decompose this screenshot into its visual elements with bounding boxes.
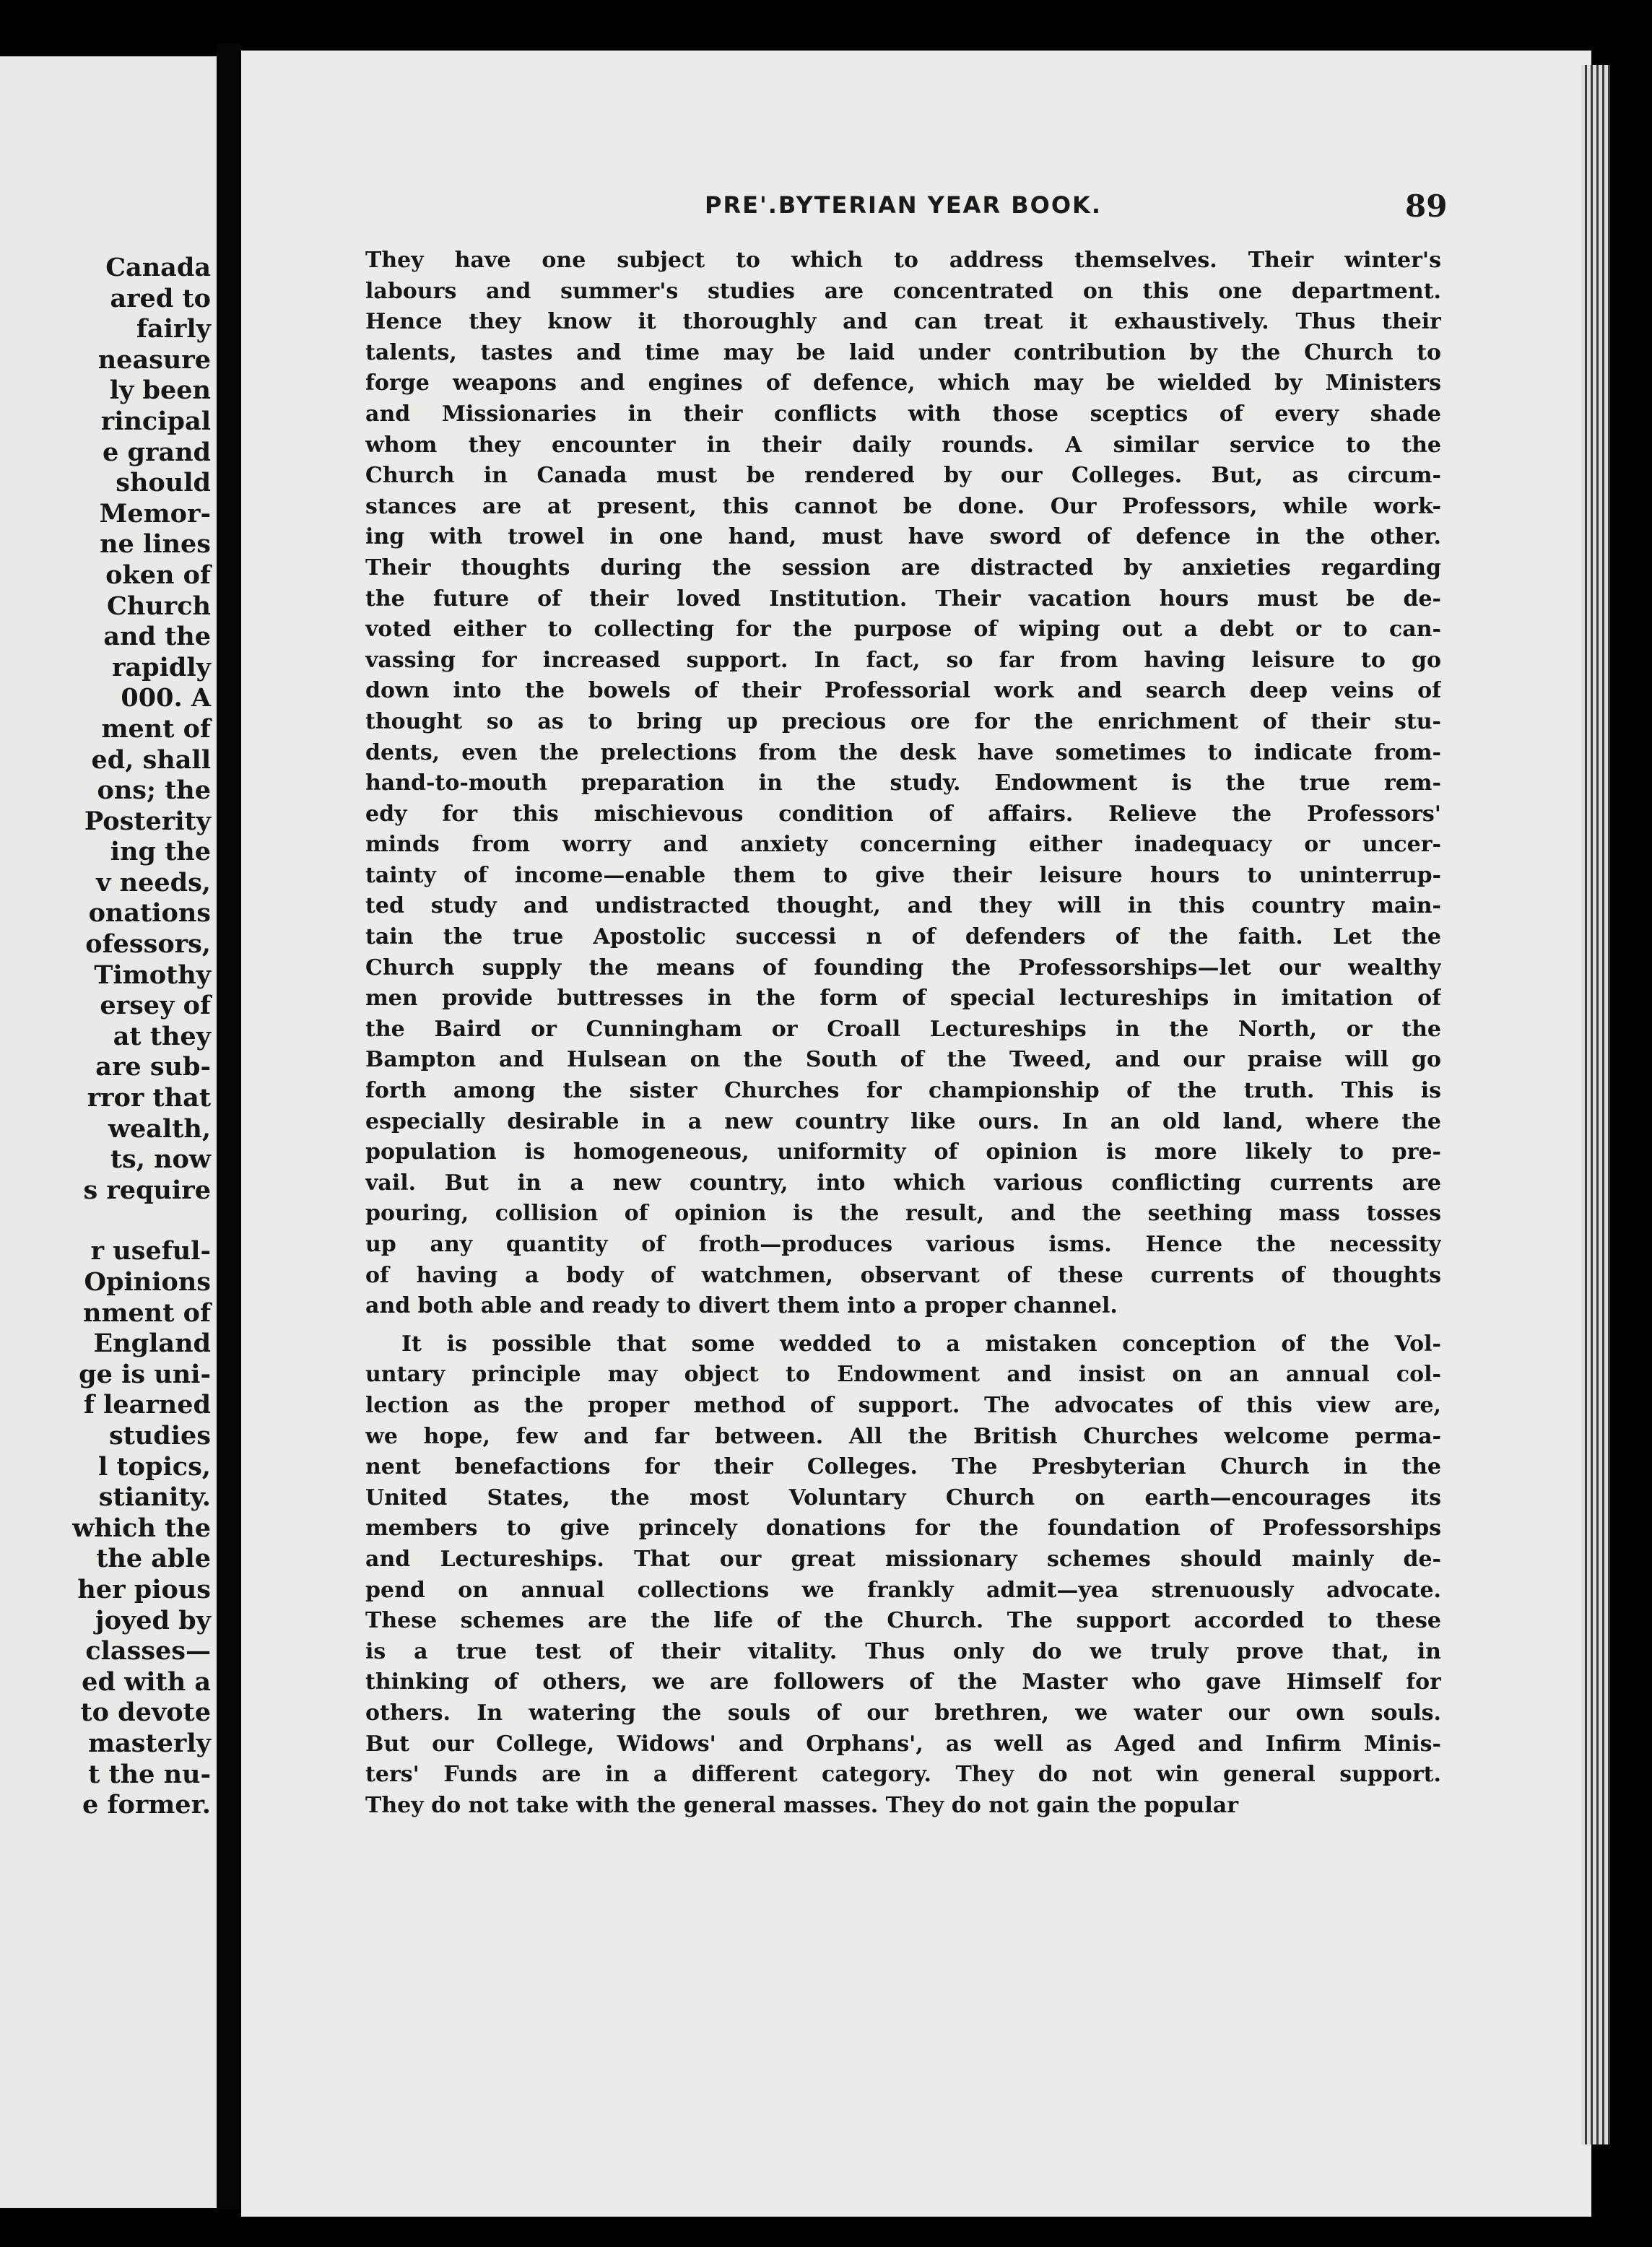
left-page-line: Posterity <box>84 806 211 836</box>
left-page-line: joyed by <box>95 1605 211 1635</box>
text-line: tainty of income—enable them to give their leisure hours to uninterrup- <box>365 862 1441 888</box>
left-page-line: ing the <box>110 837 211 867</box>
left-page-line: Timothy <box>94 960 211 990</box>
text-line: the Baird or Cunningham or Croall Lectureships in the North, or the <box>365 1016 1441 1042</box>
text-line: and both able and ready to divert them into a proper channel. <box>365 1293 1118 1319</box>
left-page-line: ly been <box>109 375 211 406</box>
text-line: Church supply the means of founding the Professorships—let our wealthy <box>365 955 1441 981</box>
left-page-line: Canada <box>105 253 211 282</box>
left-page-line: masterly <box>88 1728 211 1758</box>
left-page-line: t the nu- <box>88 1759 211 1789</box>
text-line: and Lectureships. That our great missionary schemes should mainly de- <box>365 1546 1441 1572</box>
left-page-line: to devote <box>80 1698 211 1728</box>
left-page-line: l topics, <box>98 1451 211 1482</box>
text-line: population is homogeneous, uniformity of opinion is more likely to pre- <box>365 1139 1441 1165</box>
text-line: labours and summer's studies are concentrated on this one department. <box>365 278 1441 304</box>
text-line: United States, the most Voluntary Church on earth—encourages its <box>365 1485 1441 1511</box>
left-page-fragment <box>0 56 217 2208</box>
left-page-line: and the <box>103 622 211 652</box>
left-page-line: the able <box>96 1544 211 1574</box>
text-line: whom they encounter in their daily rounds. A similar service to the <box>365 432 1441 458</box>
text-line: hand-to-mouth preparation in the study. Endowment is the true rem- <box>365 770 1441 796</box>
text-line: It is possible that some wedded to a mistaken conception of the Vol- <box>401 1331 1441 1357</box>
text-line: especially desirable in a new country like ours. In an old land, where the <box>365 1108 1441 1134</box>
text-line: the future of their loved Institution. Their vacation hours must be de- <box>365 586 1441 612</box>
page-number: 89 <box>1405 188 1448 224</box>
page-edges <box>1581 65 1610 2144</box>
text-line: is a true test of their vitality. Thus only do we truly prove that, in <box>365 1638 1441 1664</box>
left-page-line: e grand <box>103 437 211 467</box>
text-line: vail. But in a new country, into which various conflicting currents are <box>365 1170 1441 1196</box>
paragraph <box>365 1329 1441 1822</box>
text-line: ters' Funds are in a different category. They do not win general support. <box>365 1762 1441 1788</box>
text-line: nent benefactions for their Colleges. The Presbyterian Church in the <box>365 1454 1441 1480</box>
text-line: pend on annual collections we frankly admit—yea strenuously advocate. <box>365 1577 1441 1603</box>
left-page-line: f learned <box>83 1390 211 1420</box>
text-line: thought so as to bring up precious ore for the enrichment of their stu- <box>365 708 1441 734</box>
text-line: members to give princely donations for the foundation of Professorships <box>365 1516 1441 1542</box>
text-line: They have one subject to which to address themselves. Their winter's <box>365 248 1441 273</box>
left-page-line: nment of <box>83 1298 211 1328</box>
left-page-line: should <box>116 468 211 498</box>
left-page-line: rror that <box>87 1083 211 1113</box>
left-page-line: ment of <box>101 713 211 744</box>
left-page-line: are sub- <box>95 1052 211 1082</box>
text-line: They do not take with the general masses. They do not gain the popular <box>365 1792 1239 1818</box>
text-line: of having a body of watchmen, observant of these currents of thoughts <box>365 1262 1441 1288</box>
left-page-line: ersey of <box>100 991 211 1021</box>
text-line: we hope, few and far between. All the British Churches welcome perma- <box>365 1423 1441 1449</box>
left-page-text <box>72 253 211 1821</box>
left-page-line: England <box>93 1329 211 1359</box>
text-line: others. In watering the souls of our brethren, we water our own souls. <box>365 1700 1441 1726</box>
left-page-line: neasure <box>97 344 211 375</box>
text-line: down into the bowels of their Professorial work and search deep veins of <box>365 678 1441 704</box>
left-page-line: classes— <box>85 1636 211 1666</box>
text-line: ted study and undistracted thought, and they will in this country main- <box>365 893 1441 919</box>
left-page-line: ofessors, <box>85 929 211 960</box>
left-page-line: rincipal <box>100 406 211 436</box>
left-page-line: v needs, <box>96 867 211 898</box>
left-page-line: oken of <box>105 560 211 590</box>
left-page-line: Memor- <box>99 498 211 529</box>
text-line: edy for this mischievous condition of affairs. Relieve the Professors' <box>365 801 1441 827</box>
left-page-line: e former. <box>82 1790 211 1820</box>
text-line: men provide buttresses in the form of special lectureships in imitation of <box>365 986 1441 1012</box>
left-page-line: ed, shall <box>91 744 211 775</box>
body-text <box>365 245 1441 1828</box>
text-line: and Missionaries in their conflicts with those sceptics of every shade <box>365 401 1441 427</box>
left-page-line: her pious <box>77 1574 211 1604</box>
text-line: Hence they know it thoroughly and can treat it exhaustively. Thus their <box>365 309 1441 335</box>
left-page-line: ge is uni- <box>79 1359 211 1389</box>
left-page-line: ons; the <box>97 775 211 806</box>
left-page-line: fairly <box>136 314 211 344</box>
text-line: pouring, collision of opinion is the result, and the seething mass tosses <box>365 1201 1441 1227</box>
text-line: stances are at present, this cannot be done. Our Professors, while work- <box>365 493 1441 519</box>
left-page-line: which the <box>72 1513 211 1543</box>
text-line: These schemes are the life of the Church. The support accorded to these <box>365 1608 1441 1634</box>
text-line: lection as the proper method of support. The advocates of this view are, <box>365 1392 1441 1418</box>
text-line: tain the true Apostolic successi n of defenders of the faith. Let the <box>365 924 1441 950</box>
text-line: thinking of others, we are followers of the Master who gave Himself for <box>365 1669 1441 1695</box>
left-page-line: Opinions <box>84 1267 211 1297</box>
text-line: forge weapons and engines of defence, which may be wielded by Ministers <box>365 370 1441 396</box>
left-page-line: s require <box>83 1175 211 1205</box>
left-page-line: at they <box>113 1021 211 1051</box>
left-page-line: stianity. <box>98 1482 211 1513</box>
text-line: voted either to collecting for the purpose of wiping out a debt or to can- <box>365 617 1441 643</box>
left-page-line: rapidly <box>112 652 211 682</box>
left-page-line: onations <box>88 898 211 929</box>
left-page-line: ne lines <box>100 529 211 560</box>
left-page-line: studies <box>108 1420 211 1451</box>
left-page-line: wealth, <box>108 1113 211 1144</box>
text-line: Bampton and Hulsean on the South of the Tweed, and our praise will go <box>365 1047 1441 1073</box>
left-page-line: ts, now <box>110 1144 211 1175</box>
running-head: PRE'.BYTERIAN YEAR BOOK. <box>705 191 1102 219</box>
text-line: minds from worry and anxiety concerning either inadequacy or uncer- <box>365 832 1441 858</box>
text-line: talents, tastes and time may be laid under contribution by the Church to <box>365 339 1441 365</box>
text-line: up any quantity of froth—produces various isms. Hence the necessity <box>365 1232 1441 1257</box>
text-line: vassing for increased support. In fact, so far from having leisure to go <box>365 647 1441 673</box>
left-page-line <box>72 1206 211 1236</box>
text-line: untary principle may object to Endowment and insist on an annual col- <box>365 1362 1441 1388</box>
text-line: ing with trowel in one hand, must have sword of defence in the other. <box>365 524 1441 550</box>
left-page-line: ed with a <box>82 1666 211 1697</box>
text-line: But our College, Widows' and Orphans', as well as Aged and Infirm Minis- <box>365 1731 1441 1757</box>
text-line: Their thoughts during the session are distracted by anxieties regarding <box>365 555 1441 581</box>
left-page-line: r useful- <box>90 1236 211 1266</box>
paragraph <box>365 245 1441 1322</box>
gutter <box>217 43 241 2209</box>
text-line: forth among the sister Churches for championship of the truth. This is <box>365 1078 1441 1104</box>
left-page-line: ared to <box>110 283 211 313</box>
text-line: Church in Canada must be rendered by our Colleges. But, as circum- <box>365 463 1441 489</box>
right-page <box>241 51 1591 2217</box>
page-header <box>241 188 1591 227</box>
left-page-line: 000. A <box>121 683 211 713</box>
left-page-line: Church <box>107 591 211 621</box>
text-line: dents, even the prelections from the desk have sometimes to indicate from- <box>365 739 1441 765</box>
